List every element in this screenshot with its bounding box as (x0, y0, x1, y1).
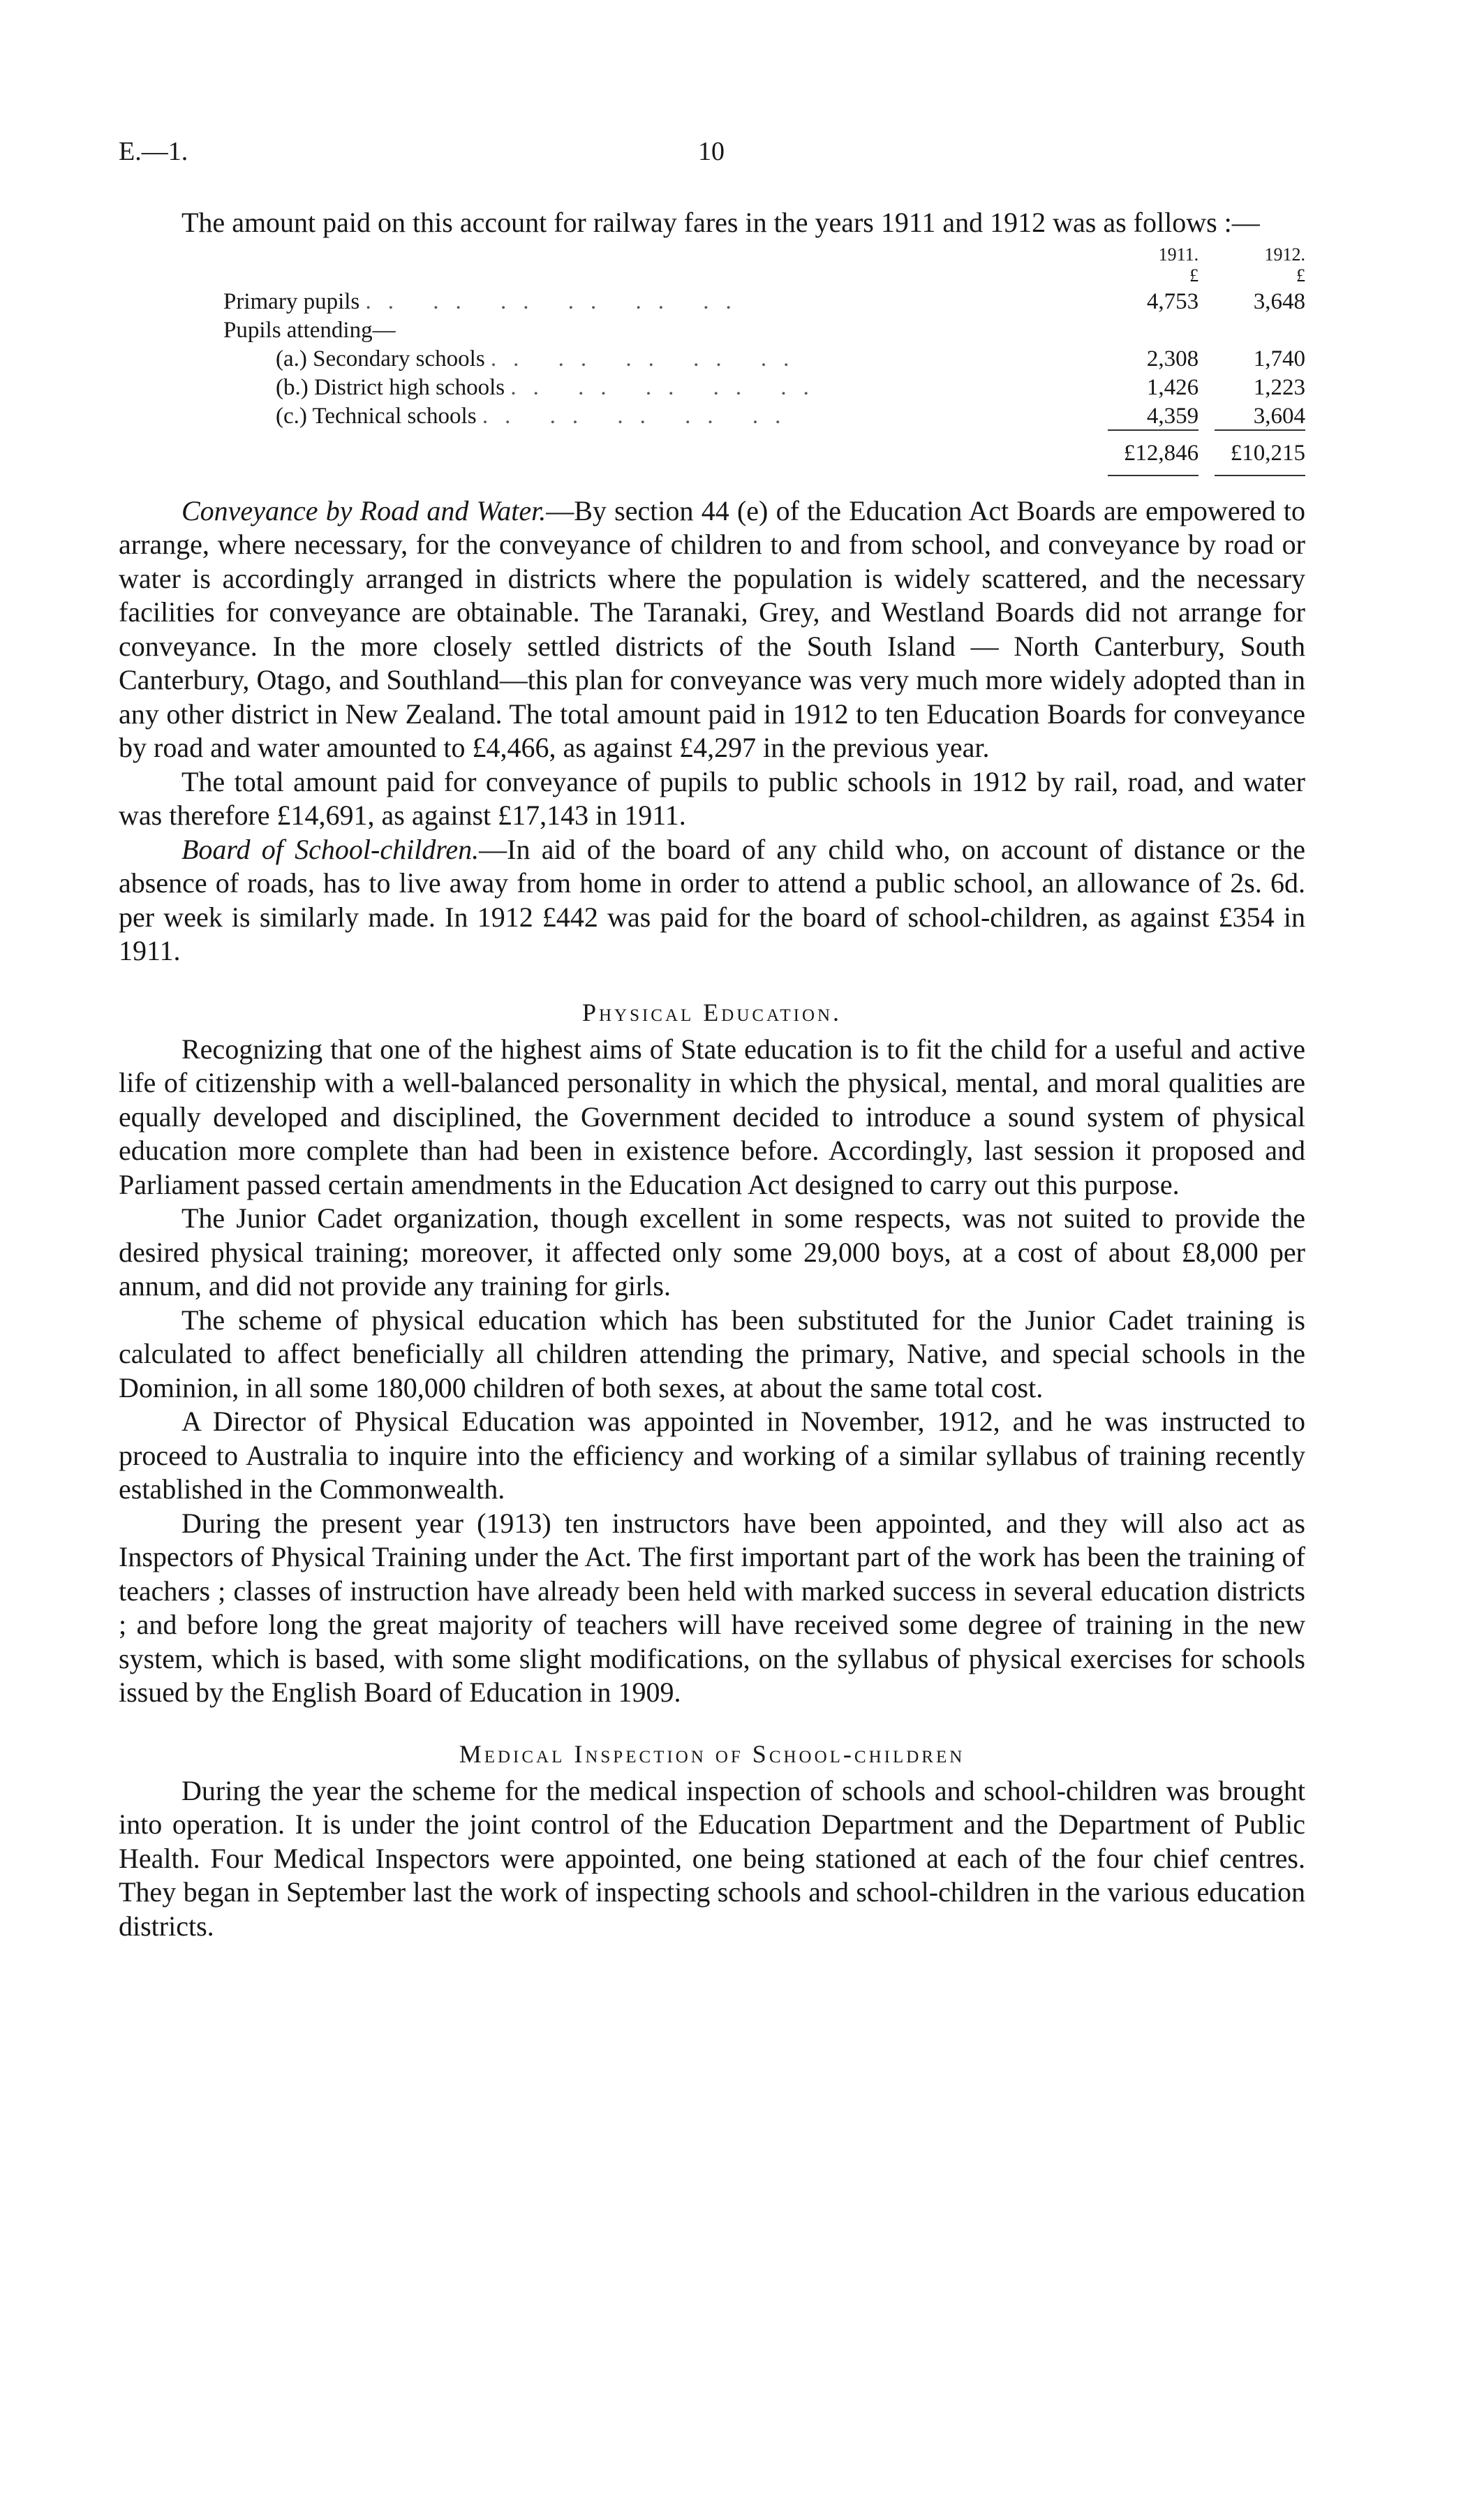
row-value-1912: 3,604 (1253, 403, 1305, 429)
table-total-row (223, 429, 1305, 476)
table-row: Primary pupils .. .. .. .. .. .. 4,753 3,648 (223, 286, 1305, 315)
conveyance-text: —By section 44 (e) of the Education Act Boards are empowered to arrange, where necessary, for the conveyance of children to and from school, and conveyance by road or water is accordingly arranged in districts where the population is widely scattered, and the necessary facilities for conveyance are obtainable. The Taranaki, Grey, and Westland Boards did not arrange for conveyance. In the more closely settled districts of the South Island — North Canterbury, South Canterbury, Otago, and Southland—this plan for conveyance was very much more widely adopted than in any other district in New Zealand. The total amount paid in 1912 to ten Education Boards for conveyance by road and water amounted to £4,466, as against £4,297 in the previous year. (119, 494, 1305, 763)
physical-paragraph: During the present year (1913) ten instructors have been appointed, and they will also act as Inspectors of Physical Training under the Act. The first important part of the work has been the training of teachers ; classes of instruction have already been held with marked success in several education districts ; and before long the great majority of teachers will have received some degree of training in the new system, which is based, with some slight modifications, on the syllabus of physical exercises for schools issued by the English Board of Education in 1909. (119, 1507, 1305, 1708)
medical-paragraph: During the year the scheme for the medical inspection of schools and school-children was brought into operation. It is under the joint control of the Education Department and the Department of Public Health. Four Medical Inspectors were appointed, one being stationed at each of the four chief centres. They began in September last the work of inspecting schools and school-children in the various education districts. (119, 1774, 1305, 1942)
year-1912-header: 1912. (1264, 244, 1305, 265)
row-label: Primary pupils (223, 288, 360, 314)
board-title: Board of School-children. (181, 833, 480, 865)
table-row: (c.) Technical schools .. .. .. .. .. 4,359 3,604 (223, 401, 1305, 429)
total-conveyance-paragraph: The total amount paid for conveyance of pupils to public schools in 1912 by rail, road, and water was therefore £14,691, as against £17,143 in 1911. (119, 765, 1305, 831)
document-reference: E.—1. (119, 137, 188, 166)
page-header (119, 136, 1305, 178)
physical-paragraph: A Director of Physical Education was appointed in November, 1912, and he was instructed to proceed to Australia to inquire into the efficiency and working of a similar syllabus of training recently established in the Commonwealth. (119, 1406, 1305, 1505)
row-value-1912: 1,740 (1253, 346, 1305, 371)
row-value-1911: 4,753 (1146, 288, 1199, 314)
table-row: (b.) District high schools .. .. .. .. .. 1,426 1,223 (223, 372, 1305, 401)
table-row: (a.) Secondary schools .. .. .. .. .. 2,308 1,740 (223, 344, 1305, 372)
physical-paragraph: The scheme of physical education which has been substituted for the Junior Cadet training is calculated to affect beneficially all children attending the primary, Native, and special schools in the Dominion, in all some 180,000 children of both sexes, at about the same total cost. (119, 1304, 1305, 1403)
unit-1912: £ (1296, 265, 1305, 286)
fares-intro: The amount paid on this account for railway fares in the years 1911 and 1912 was as follows :— (181, 207, 1260, 238)
board-paragraph (119, 833, 1305, 968)
table-row (223, 315, 1305, 344)
unit-1911: £ (1189, 265, 1199, 286)
physical-paragraph: The Junior Cadet organization, though excellent in some respects, was not suited to provide the desired physical training; moreover, it affected only some 29,000 boys, at a cost of about £8,000 per annum, and did not provide any training for girls. (119, 1202, 1305, 1302)
physical-paragraph: Recognizing that one of the highest aims of State education is to fit the child for a useful and active life of citizenship with a well-balanced personality in which the physical, mental, and moral qualities are equally developed and disciplined, the Government decided to introduce a sound system of physical education more complete than had been in existence before. Accordingly, last session it proposed and Parliament passed certain amendments in the Education Act designed to carry out this purpose. (119, 1033, 1305, 1200)
board-text: —In aid of the board of any child who, on account of distance or the absence of roads, has to live away from home in order to attend a public school, an allowance of 2s. 6d. per week is similarly made. In 1912 £442 was paid for the board of school-children, as against £354 in 1911. (119, 833, 1305, 966)
row-value-1912: 3,648 (1253, 288, 1305, 314)
physical-education-heading: Physical Education. (581, 998, 843, 1026)
railway-fares-table (223, 242, 1305, 476)
document-page (119, 136, 1305, 1943)
year-1911-header: 1911. (1158, 244, 1199, 265)
row-label: (c.) Technical schools (276, 403, 477, 429)
row-value-1911: 2,308 (1146, 346, 1199, 371)
total-1912: £10,215 (1215, 429, 1305, 476)
page-number: 10 (698, 137, 725, 166)
row-label: (a.) Secondary schools (276, 346, 485, 371)
row-label: (b.) District high schools (276, 374, 505, 400)
row-label: Pupils attending— (223, 317, 396, 343)
row-value-1911: 4,359 (1146, 403, 1199, 429)
conveyance-title: Conveyance by Road and Water. (181, 494, 547, 526)
row-value-1911: 1,426 (1146, 374, 1199, 400)
medical-inspection-heading: Medical Inspection of School-children (459, 1739, 965, 1768)
conveyance-paragraph (119, 494, 1305, 765)
row-value-1912: 1,223 (1253, 374, 1305, 400)
total-1911: £12,846 (1108, 429, 1199, 476)
